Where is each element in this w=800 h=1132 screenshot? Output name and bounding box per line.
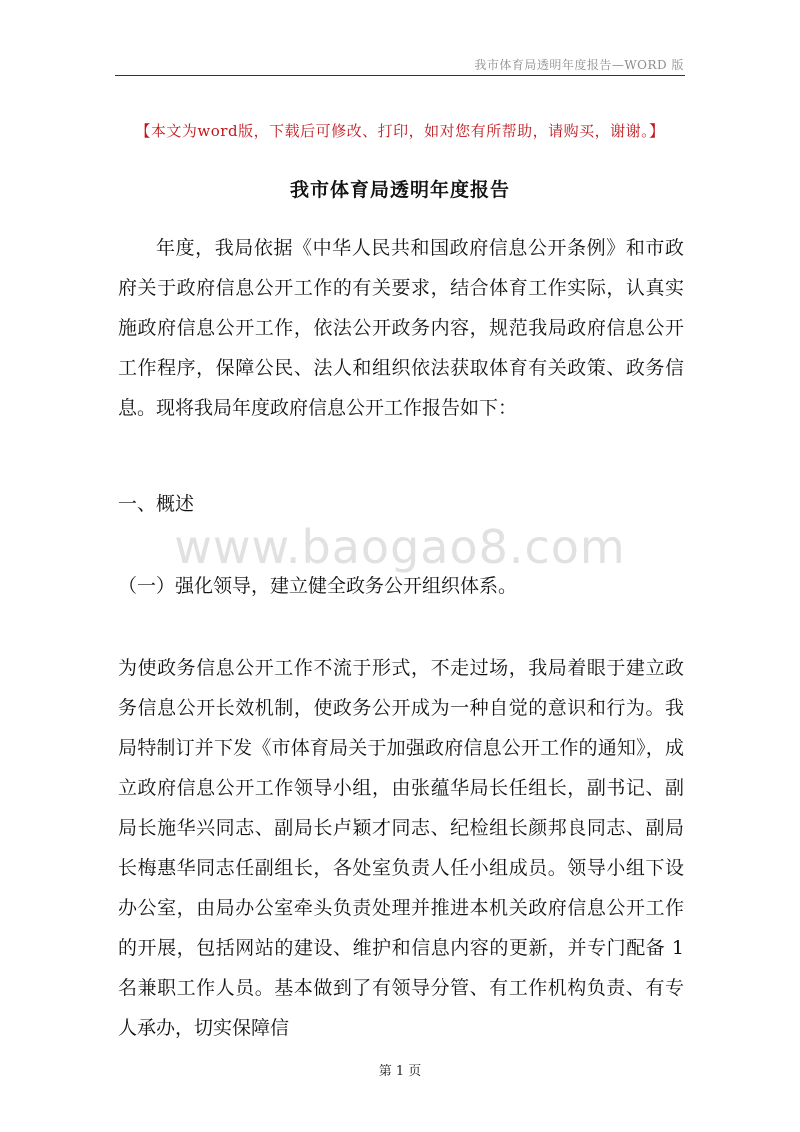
purchase-notice: 【本文为word版，下载后可修改、打印，如对您有所帮助，请购买，谢谢。】 <box>135 122 665 140</box>
body-paragraph: 为使政务信息公开工作不流于形式，不走过场，我局着眼于建立政务信息公开长效机制，使政务公开成为一种自觉的意识和行为。我局特制订并下发《市体育局关于加强政府信息公开工作的通知》，成立政府信息公开工作领导小组，由张蕴华局长任组长，副书记、副局长施华兴同志、副局长卢颖才同志、纪检组长颜邦良同志、副局长梅惠华同志任副组长，各处室负责人任小组成员。领导小组下设办公室，由局办公室牵头负责处理并推进本机关政府信息公开工作的开展，包括网站的建设、维护和信息内容的更新，并专门配备 1 名兼职工作人员。基本做到了有领导分管、有工作机构负责、有专人承办，切实保障信 <box>118 657 684 1039</box>
subsection-heading: （一）强化领导，建立健全政务公开组织体系。 <box>118 575 518 597</box>
page-number: 第 1 页 <box>378 1064 422 1079</box>
section-heading: 一、概述 <box>118 493 195 515</box>
running-header: 我市体育局透明年度报告—WORD 版 <box>474 58 684 72</box>
site-watermark: www.baogao8.com <box>174 520 626 574</box>
intro-paragraph: 年度，我局依据《中华人民共和国政府信息公开条例》和市政府关于政府信息公开工作的有关要求，结合体育工作实际，认真实施政府信息公开工作，依法公开政务内容，规范我局政府信息公开工作程序，保障公民、法人和组织依法获取体育有关政策、政务信息。现将我局年度政府信息公开工作报告如下： <box>118 237 684 419</box>
header-divider <box>115 75 685 76</box>
document-title: 我市体育局透明年度报告 <box>289 179 510 201</box>
